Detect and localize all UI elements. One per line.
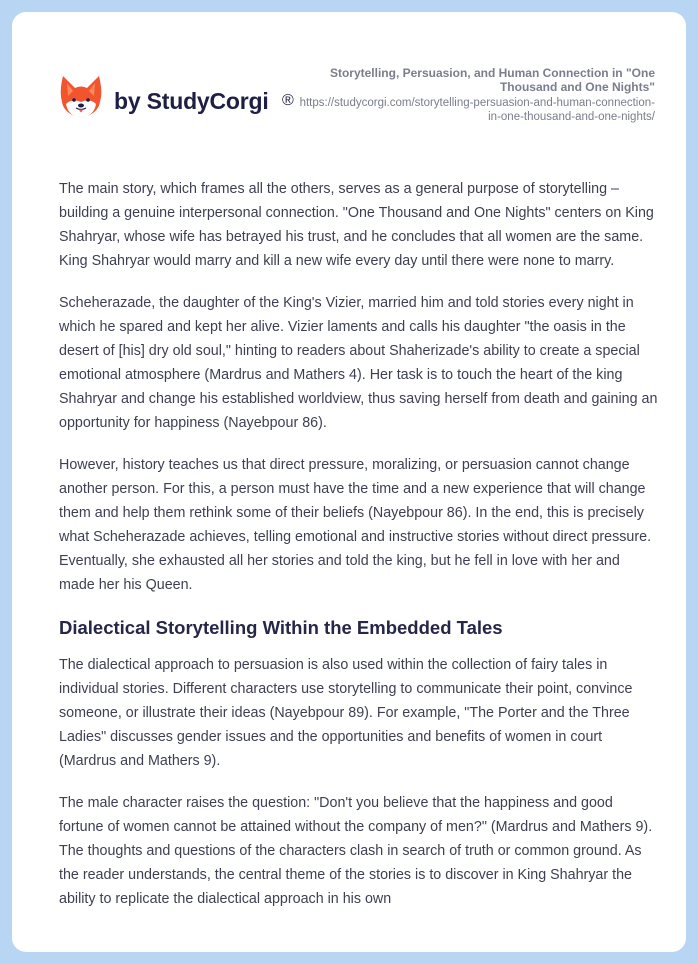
paragraph: Scheherazade, the daughter of the King's Vizier, married him and told stories every night in which he spared and kept her alive. Vizier laments and calls his daughter "the oasis in the desert of [his] dry old soul," hinting to readers about Shaherizade's ability to create a special emotional atmosphere (Mardrus and Mathers 4). Her task is to touch the heart of the king Shahryar and change his established worldview, thus saving herself from death and gaining an opportunity for happiness (Nayebpour 86). <box>59 295 658 431</box>
article-meta <box>295 66 655 124</box>
article-url[interactable]: https://studycorgi.com/storytelling-persuasion-and-human-connection-in-one-thousand-and-one-nights/ <box>299 97 655 123</box>
corgi-icon <box>60 74 102 120</box>
section-heading: Dialectical Storytelling Within the Embedded Tales <box>59 617 503 638</box>
paragraph: The main story, which frames all the others, serves as a general purpose of storytelling – building a genuine interpersonal connection. "One Thousand and One Nights" centers on King Shahryar, whose wife has betrayed his trust, and he concludes that all women are the same. King Shahryar would marry and kill a new wife every day until there were none to marry. <box>59 181 654 269</box>
document-card <box>12 12 686 952</box>
page-header <box>12 12 686 162</box>
paragraph: However, history teaches us that direct pressure, moralizing, or persuasion cannot change another person. For this, a person must have the time and a new experience that will change them and help them rethink some of their beliefs (Nayebpour 86). In the end, this is precisely what Scheherazade achieves, telling emotional and instructive stories without direct pressure. Eventually, she exhausted all her stories and told the king, but he fell in love with her and made her his Queen. <box>59 457 652 593</box>
article-body <box>59 177 659 929</box>
article-title: Storytelling, Persuasion, and Human Connection in "One Thousand and One Nights" <box>329 66 655 94</box>
studycorgi-logo[interactable] <box>60 74 269 120</box>
logo-text: by StudyCorgi <box>114 87 269 114</box>
paragraph: The male character raises the question: "Don't you believe that the happiness and good fortune of women cannot be attained without the company of men?" (Mardrus and Mathers 9). The thoughts and questions of the characters clash in search of truth or common ground. As the reader understands, the central theme of the stories is to discover in King Shahryar the ability to replicate the dialectical approach in his own <box>59 795 653 907</box>
registered-mark: ® <box>282 92 294 109</box>
paragraph: The dialectical approach to persuasion is also used within the collection of fairy tales in individual stories. Different characters use storytelling to communicate their point, convince someone, or illustrate their ideas (Nayebpour 89). For example, "The Porter and the Three Ladies" discusses gender issues and the opportunities and benefits of women in court (Mardrus and Mathers 9). <box>59 657 633 769</box>
